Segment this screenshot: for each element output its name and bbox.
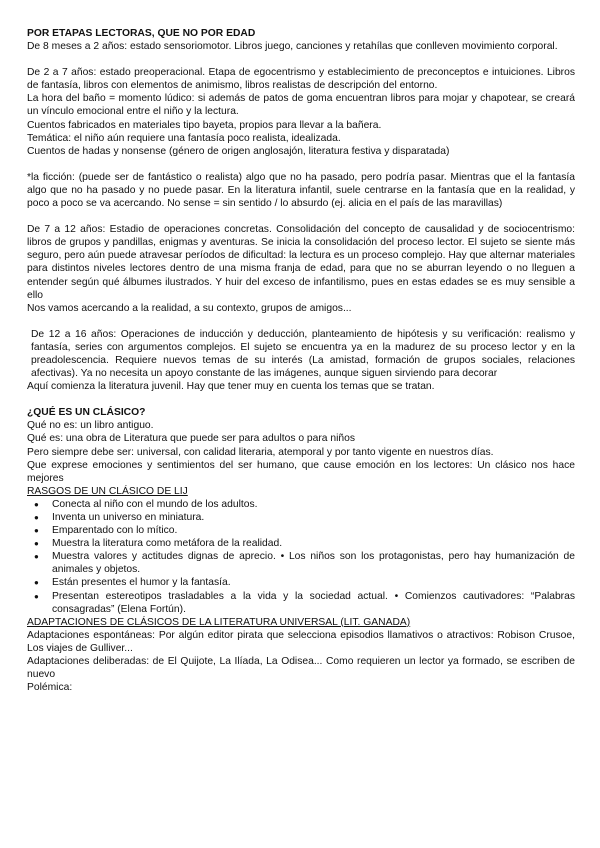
list-item: ● Conecta al niño con el mundo de los adultos.	[52, 498, 575, 511]
paragraph: Que exprese emociones y sentimientos del ser humano, que cause emoción en los lectores: Un clásico nos hace mejores	[27, 459, 575, 484]
spacer	[27, 393, 575, 406]
paragraph: Cuentos fabricados en materiales tipo bayeta, propios para llevar a la bañera.	[27, 119, 382, 131]
section-title-etapas: POR ETAPAS LECTORAS, QUE NO POR EDAD	[27, 28, 256, 39]
paragraph: Polémica:	[27, 682, 73, 694]
list-item: ● Muestra valores y actitudes dignas de aprecio. • Los niños son los protagonistas, pero hay humanización de animales y objetos.	[52, 550, 575, 576]
spacer	[27, 315, 575, 328]
paragraph: De 12 a 16 años: Operaciones de inducción y deducción, planteamiento de hipótesis y su verificación: realismo y fantasía, series con argumentos complejos. El sujeto se encuentra ya en la madurez de su proceso lector y en la preadolescencia. Requiere nuevos temas de su interés (La amistad, formación de grupos sociales, relaciones afectivas). Ya no necesita un apoyo constante de las imágenes, aunque siguen sirviendo para decorar	[31, 328, 575, 380]
section-title-clasico: ¿QUÉ ES UN CLÁSICO?	[27, 407, 146, 419]
list-item: ● Inventa un universo en miniatura.	[52, 511, 575, 524]
paragraph: La hora del baño = momento lúdico: si además de patos de goma encuentran libros para mojar y chapotear, se creará un vínculo emocional entre el niño y la lectura.	[27, 93, 575, 118]
paragraph: *la ficción: (puede ser de fantástico o realista) algo que no ha pasado, pero podría pasar. Mientras que el la fantasía algo que no ha pasado y no puede pasar. En la literatura infantil, suele centrarse en la fantasía que en la realidad, y poco a poco se va acercando. No sense = sin sentido / lo absurdo (ej. alicia en el país de las maravillas)	[27, 171, 575, 210]
paragraph: Nos vamos acercando a la realidad, a su contexto, grupos de amigos...	[27, 302, 352, 314]
list-item: ● Muestra la literatura como metáfora de la realidad.	[52, 537, 575, 550]
paragraph: Pero siempre debe ser: universal, con calidad literaria, atemporal y por tanto vigente en nuestros días.	[27, 446, 494, 458]
list-item: ● Están presentes el humor y la fantasía.	[52, 576, 575, 589]
list-item: ● Emparentado con lo mítico.	[52, 524, 575, 537]
paragraph: Cuentos de hadas y nonsense (género de origen anglosajón, literatura festiva y disparatada)	[27, 145, 450, 157]
paragraph: De 2 a 7 años: estado preoperacional. Etapa de egocentrismo y establecimiento de preconceptos e intuiciones. Libros de fantasía, libros con elementos de animismo, libros realistas de descripción del entorno.	[27, 67, 575, 92]
paragraph: De 8 meses a 2 años: estado sensoriomotor. Libros juego, canciones y retahílas que conlleven movimiento corporal.	[27, 41, 558, 53]
paragraph: Adaptaciones espontáneas: Por algún editor pirata que selecciona episodios llamativos o atractivos: Robison Crusoe, Los viajes de Gulliver...	[27, 629, 575, 654]
paragraph: Temática: el niño aún requiere una fantasía poco realista, idealizada.	[27, 132, 341, 144]
paragraph: Adaptaciones deliberadas: de El Quijote, La Ilíada, La Odisea... Como requieren un lector ya formado, se escriben de nuevo	[27, 656, 575, 681]
paragraph: Qué no es: un libro antiguo.	[27, 420, 154, 432]
rasgos-list	[27, 498, 575, 616]
paragraph: De 7 a 12 años: Estadio de operaciones concretas. Consolidación del concepto de causalidad y de sociocentrismo: libros de grupos y pandillas, enigmas y aventuras. Se inicia la consolidación del proceso lector. El sujeto se siente más seguro, pero aún puede atravesar períodos de dificultad: la lectura es un proceso complejo. Hay que alternar materiales para distintos niveles lectores dentro de una misma franja de edad, para que no se aburran leyendo o no lleguen a entender según qué álbumes ilustrados. Y huir del exceso de infantilismo, pues en estas edades se es muy sensible a ello	[27, 224, 575, 301]
list-item: ● Presentan estereotipos trasladables a la vida y la sociedad actual. • Comienzos cautivadores: “Palabras consagradas” (Elena Fortún).	[52, 590, 575, 616]
paragraph: Qué es: una obra de Literatura que puede ser para adultos o para niños	[27, 433, 356, 445]
spacer	[27, 53, 575, 66]
spacer	[27, 210, 575, 223]
document-page	[27, 27, 575, 694]
subsection-title-rasgos: RASGOS DE UN CLÁSICO DE LIJ	[27, 485, 188, 497]
subsection-title-adaptaciones: ADAPTACIONES DE CLÁSICOS DE LA LITERATURA UNIVERSAL (LIT. GANADA)	[27, 616, 411, 628]
paragraph: Aquí comienza la literatura juvenil. Hay que tener muy en cuenta los temas que se tratan.	[27, 381, 435, 393]
spacer	[27, 158, 575, 171]
